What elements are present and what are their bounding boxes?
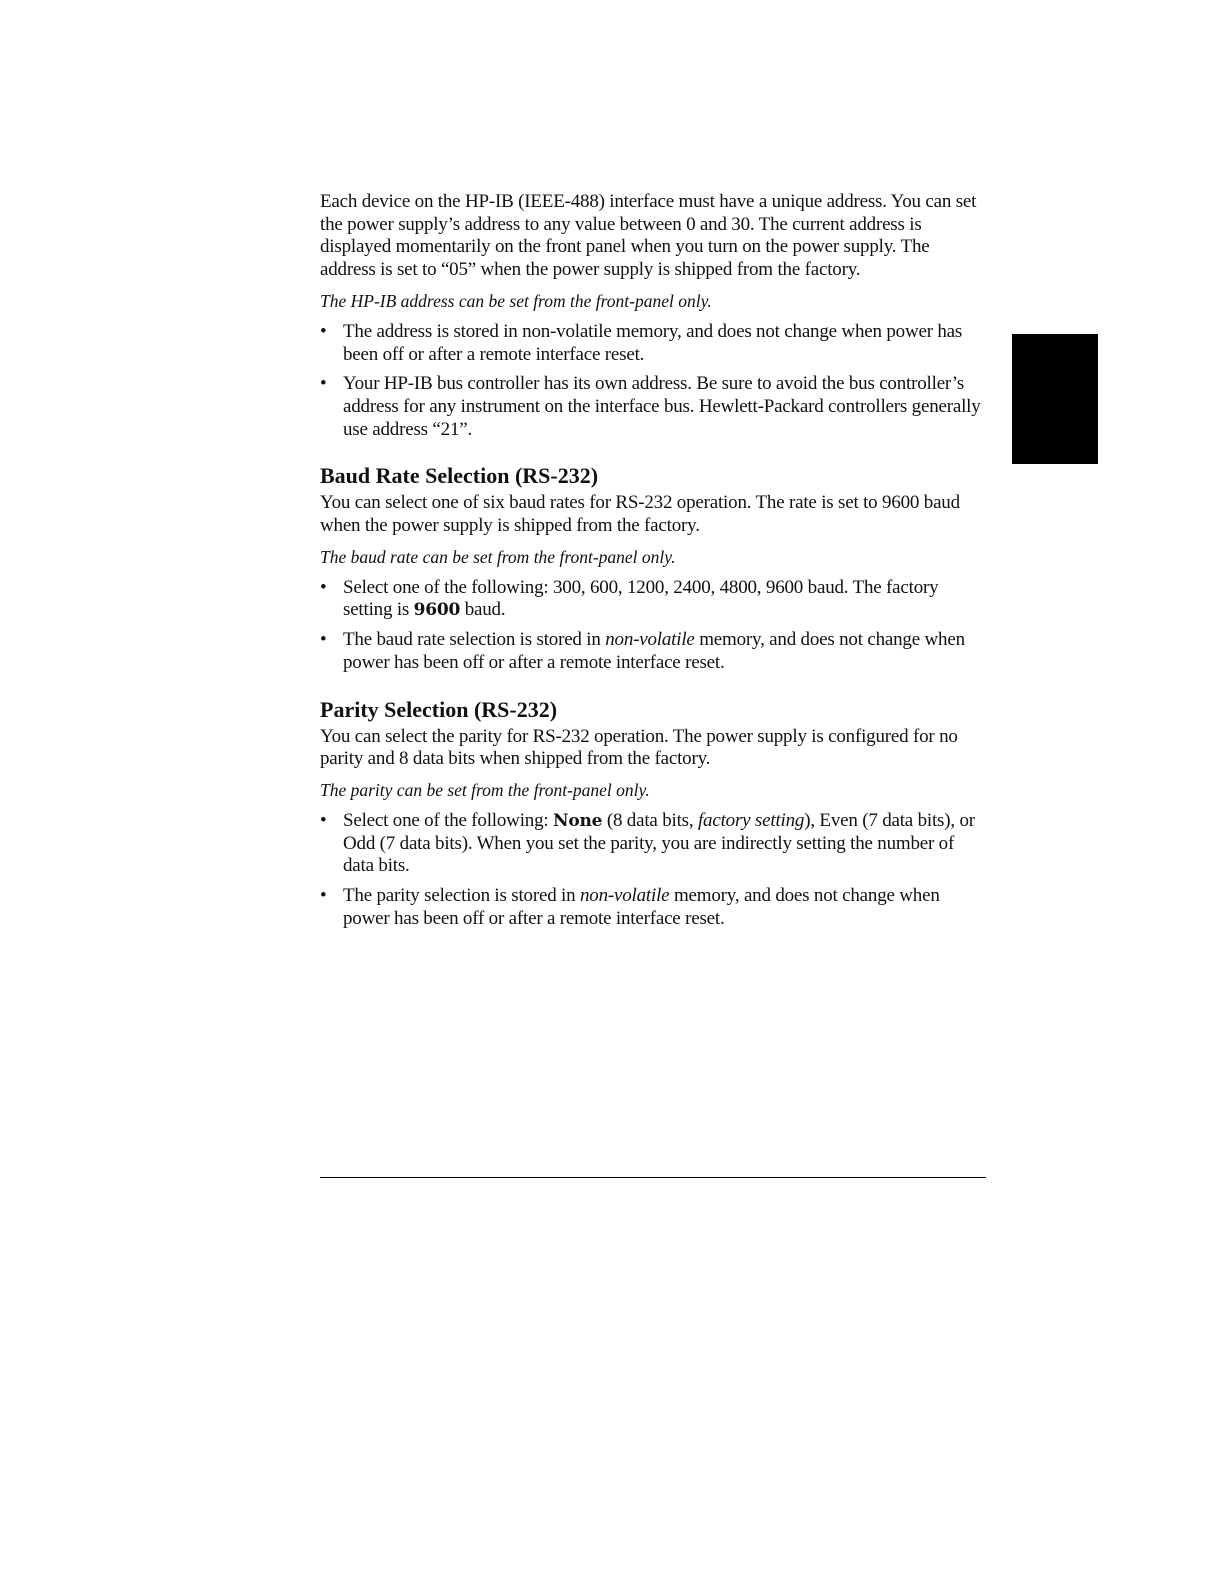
- text-run: The parity selection is stored in: [343, 885, 580, 907]
- footer-rule: [320, 1177, 986, 1178]
- intro-bullet-list: [320, 321, 986, 442]
- list-item-text: [343, 810, 975, 876]
- text-run: ), Even (7 data bits), or Odd (7 data bits). When you set the parity, you are indirectly setting the number of data bits.: [343, 809, 975, 877]
- list-item: [320, 373, 986, 441]
- default-parity-value: None: [553, 810, 603, 831]
- emphasis-text: non-volatile: [605, 629, 695, 651]
- emphasis-text: factory setting: [697, 809, 805, 831]
- bullet-icon: •: [320, 373, 327, 395]
- page-body: [320, 191, 986, 937]
- list-item-text: [343, 885, 940, 929]
- list-item: [320, 629, 986, 674]
- bullet-icon: •: [320, 320, 327, 342]
- factory-baud-value: 9600: [413, 600, 461, 621]
- list-item: [320, 885, 986, 930]
- baud-rate-heading: Baud Rate Selection (RS-232): [320, 463, 599, 489]
- emphasis-text: non-volatile: [579, 885, 670, 907]
- bullet-icon: •: [320, 576, 327, 598]
- bullet-icon: •: [320, 629, 327, 651]
- text-run: (8 data bits,: [602, 809, 698, 831]
- list-item: [320, 321, 986, 366]
- baud-rate-note: The baud rate can be set from the front-panel only.: [320, 546, 676, 567]
- text-run: baud.: [460, 599, 506, 621]
- intro-paragraph: Each device on the HP-IB (IEEE-488) interface must have a unique address. You can set the power supply’s address to any value between 0 and 30. The current address is displayed momentarily on the front panel when you turn on the power supply. The address is set to “05” when the power supply is shipped from the factory.: [320, 191, 977, 281]
- list-item-text: Your HP-IB bus controller has its own address. Be sure to avoid the bus controller’s address for any instrument on the interface bus. Hewlett-Packard controllers generally use address “21”.: [343, 373, 981, 440]
- parity-bullet-list: [320, 810, 986, 931]
- parity-note: The parity can be set from the front-panel only.: [320, 779, 650, 800]
- text-run: The baud rate selection is stored in: [343, 629, 606, 651]
- list-item: [320, 577, 986, 622]
- list-item-text: The address is stored in non-volatile memory, and does not change when power has been off or after a remote interface reset.: [343, 320, 963, 365]
- intro-note: The HP-IB address can be set from the front-panel only.: [320, 290, 712, 311]
- list-item-text: [343, 629, 965, 673]
- parity-heading: Parity Selection (RS-232): [320, 696, 558, 722]
- chapter-thumb-tab: [1012, 334, 1098, 464]
- text-run: memory, and does not change when power has been off or after a remote interface reset.: [343, 629, 965, 673]
- bullet-icon: •: [320, 885, 327, 907]
- baud-rate-paragraph: You can select one of six baud rates for RS-232 operation. The rate is set to 9600 baud when the power supply is shipped from the factory.: [320, 492, 960, 537]
- text-run: memory, and does not change when power has been off or after a remote interface reset.: [343, 885, 940, 929]
- text-run: Select one of the following:: [343, 809, 554, 831]
- parity-paragraph: You can select the parity for RS-232 operation. The power supply is configured for no parity and 8 data bits when shipped from the factory.: [320, 725, 958, 770]
- list-item: [320, 810, 986, 878]
- list-item-text: [343, 577, 938, 621]
- text-run: Select one of the following: 300, 600, 1200, 2400, 4800, 9600 baud. The factory setting is: [343, 576, 939, 621]
- bullet-icon: •: [320, 809, 327, 831]
- baud-rate-bullet-list: [320, 577, 986, 675]
